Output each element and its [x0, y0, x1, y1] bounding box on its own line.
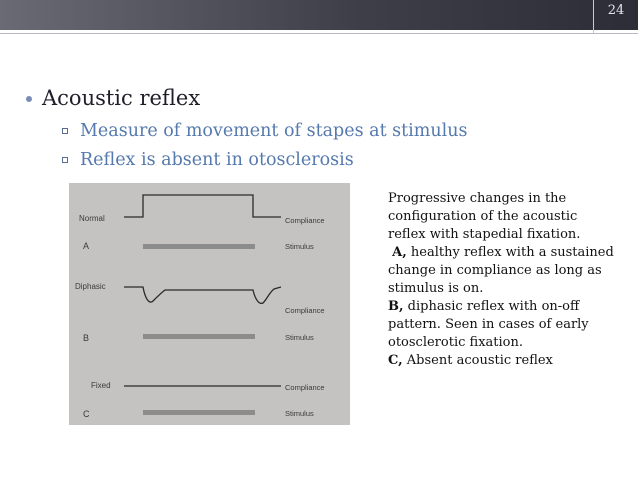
caption-intro: Progressive changes in the configuration of the acoustic reflex with stapedial fixation. — [388, 191, 581, 242]
caption-a-text: healthy reflex with a sustained change in compliance as long as stimulus is on. — [388, 245, 614, 296]
slide-header-bar — [0, 0, 638, 30]
caption-b-label: B, — [388, 299, 404, 314]
reflex-diagram — [69, 183, 350, 425]
row-letter-c: C — [83, 409, 90, 419]
row-letter-a: A — [83, 241, 90, 251]
square-bullet-icon — [62, 128, 68, 134]
caption-c-text: Absent acoustic reflex — [402, 353, 553, 368]
acoustic-reflex-figure — [69, 183, 350, 425]
header-underline — [0, 33, 638, 34]
caption-item-c — [388, 352, 618, 370]
normal-trace — [124, 195, 281, 217]
main-bullet-text: Acoustic reflex — [42, 86, 201, 110]
trace-label-normal: Normal — [79, 214, 105, 223]
stimulus-bar-a — [143, 244, 255, 249]
compliance-label-c: Compliance — [285, 383, 325, 392]
sub-bullet-text: Reflex is absent in otosclerosis — [80, 150, 354, 170]
main-bullet — [26, 86, 200, 110]
square-bullet-icon — [62, 157, 68, 163]
trace-label-diphasic: Diphasic — [75, 282, 106, 291]
stimulus-label-c: Stimulus — [285, 409, 314, 418]
sub-bullet-1 — [62, 121, 468, 141]
figure-caption — [388, 190, 618, 370]
diphasic-trace — [124, 287, 281, 303]
trace-label-fixed: Fixed — [91, 381, 111, 390]
slide-number: 24 — [607, 3, 625, 18]
sub-bullet-2 — [62, 150, 354, 170]
sub-bullet-text: Measure of movement of stapes at stimulus — [80, 121, 468, 141]
caption-item-b — [388, 298, 618, 352]
stimulus-bar-b — [143, 334, 255, 339]
compliance-label-a: Compliance — [285, 216, 325, 225]
stimulus-bar-c — [143, 410, 255, 415]
caption-b-text: diphasic reflex with on-off pattern. Seen in cases of early otosclerotic fixation. — [388, 299, 589, 350]
bullet-dot-icon — [26, 96, 32, 102]
compliance-label-b: Compliance — [285, 306, 325, 315]
stimulus-label-a: Stimulus — [285, 242, 314, 251]
stimulus-label-b: Stimulus — [285, 333, 314, 342]
row-letter-b: B — [83, 333, 90, 343]
caption-c-label: C, — [388, 353, 403, 368]
caption-item-a — [388, 244, 618, 298]
caption-a-label: A, — [392, 245, 407, 260]
